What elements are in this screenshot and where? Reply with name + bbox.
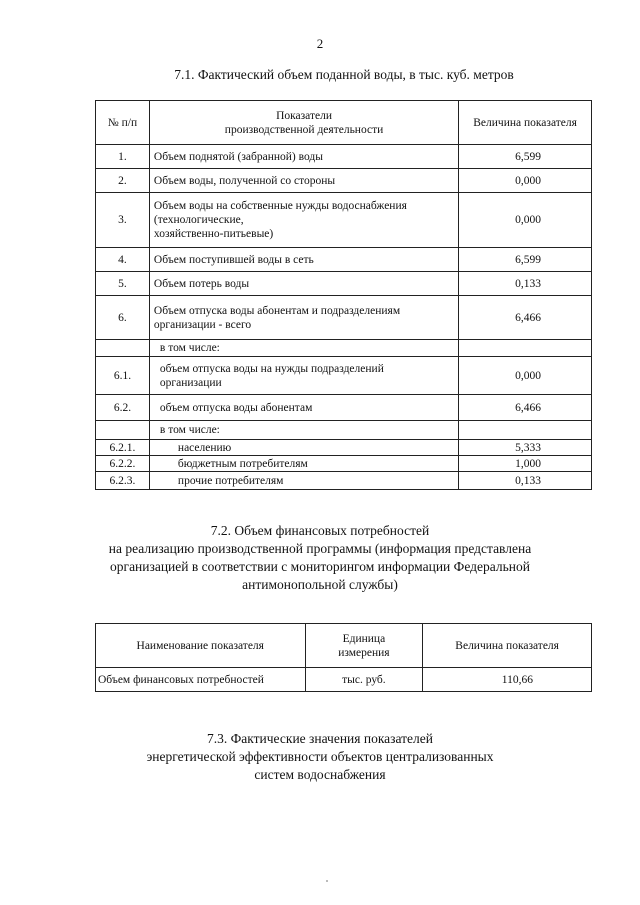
row-value: 0,000 [459,193,592,248]
table-row [96,193,592,248]
row-number: 5. [96,272,150,296]
table-row [96,395,592,421]
row-value: 0,133 [459,272,592,296]
header-number: № п/п [96,101,150,145]
row-label: Объем воды на собственные нужды водоснабжения (технологические, хозяйственно-питьевые) [149,193,458,248]
header-indicator-name: Наименование показателя [96,624,306,668]
header-indicators-text: Показатели производственной деятельности [224,109,384,136]
table-row [96,456,592,472]
row-label: в том числе: [149,340,458,357]
row-number: 1. [96,145,150,169]
row-value: 6,599 [459,248,592,272]
table-row [96,272,592,296]
row-label: населению [149,440,458,456]
scan-speck [326,880,328,882]
section-7-2-title: 7.2. Объем финансовых потребностей на реализацию производственной программы (информация представлена организацией в соответствии с мониторингом информации Федеральной антимонопольной службы) [108,523,532,592]
row-value: 0,000 [459,357,592,395]
row-value: 0,133 [459,472,592,490]
row-number: 6.1. [96,357,150,395]
row-value: 5,333 [459,440,592,456]
row-number: 6.2.1. [96,440,150,456]
row-label: объем отпуска воды на нужды подразделений организации [149,357,458,395]
header-value: Величина показателя [423,624,592,668]
row-number: 3. [96,193,150,248]
table-row [96,357,592,395]
row-value: 6,599 [459,145,592,169]
row-label: Объем потерь воды [149,272,458,296]
header-value: Величина показателя [459,101,592,145]
row-value: 0,000 [459,169,592,193]
row-number [96,340,150,357]
row-number [96,421,150,440]
section-7-3-title: 7.3. Фактические значения показателей энергетической эффективности объектов централизованных систем водоснабжения [146,731,494,782]
row-number: 6.2.3. [96,472,150,490]
table-row [96,668,592,692]
table-row [96,340,592,357]
table-row [96,440,592,456]
table-row [96,248,592,272]
row-number: 6.2. [96,395,150,421]
row-unit: тыс. руб. [305,668,423,692]
row-number: 4. [96,248,150,272]
row-number: 2. [96,169,150,193]
water-volume-table [95,100,592,490]
row-value [459,421,592,440]
row-label: Объем отпуска воды абонентам и подразделениям организации - всего [149,296,458,340]
financial-needs-table [95,623,592,692]
section-7-1-title: 7.1. Фактический объем поданной воды, в тыс. куб. метров [174,67,514,82]
row-value: 6,466 [459,296,592,340]
row-label: объем отпуска воды абонентам [149,395,458,421]
table-row [96,296,592,340]
row-label: Объем поступившей воды в сеть [149,248,458,272]
row-label: Объем воды, полученной со стороны [149,169,458,193]
row-value: 110,66 [423,668,592,692]
row-number: 6. [96,296,150,340]
row-value [459,340,592,357]
header-indicators [149,101,458,145]
row-value: 6,466 [459,395,592,421]
row-label: в том числе: [149,421,458,440]
row-label: бюджетным потребителям [149,456,458,472]
page-number: 2 [316,36,324,51]
table-header-row [96,624,592,668]
row-name: Объем финансовых потребностей [96,668,306,692]
row-value: 1,000 [459,456,592,472]
row-label: прочие потребителям [149,472,458,490]
row-label: Объем поднятой (забранной) воды [149,145,458,169]
table-row [96,145,592,169]
header-unit: Единица измерения [305,624,423,668]
row-number: 6.2.2. [96,456,150,472]
table-header-row [96,101,592,145]
table-row [96,472,592,490]
table-row [96,169,592,193]
table-row [96,421,592,440]
